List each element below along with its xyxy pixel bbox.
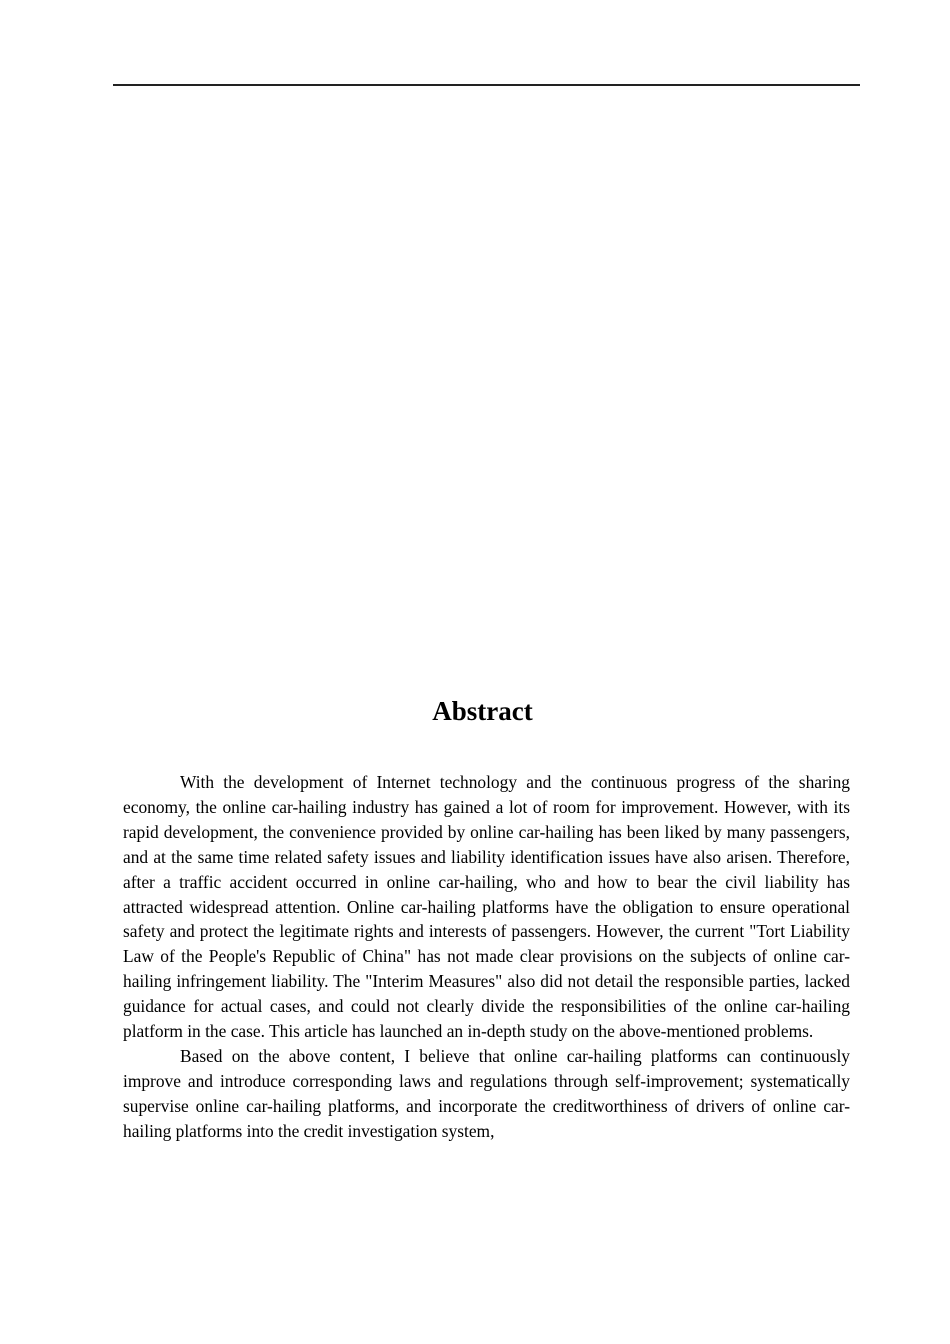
abstract-body — [123, 770, 850, 1144]
abstract-paragraph-2: Based on the above content, I believe that online car-hailing platforms can continuously improve and introduce corresponding laws and regulations through self-improvement; systematically supervise online car-hailing platforms, and incorporate the creditworthiness of drivers of online car-hailing platforms into the credit investigation system, — [123, 1045, 850, 1141]
abstract-heading: Abstract — [432, 696, 533, 726]
header-divider — [113, 84, 860, 86]
abstract-paragraph-1: With the development of Internet technology and the continuous progress of the sharing economy, the online car-hailing industry has gained a lot of room for improvement. However, with its rapid development, the convenience provided by online car-hailing has been liked by many passengers, and at the same time related safety issues and liability identification issues have also arisen. Therefore, after a traffic accident occurred in online car-hailing, who and how to bear the civil liability has attracted widespread attention. Online car-hailing platforms have the obligation to ensure operational safety and protect the legitimate rights and interests of passengers. However, the current "Tort Liability Law of the People's Republic of China" has not made clear provisions on the subjects of online car-hailing infringement liability. The "Interim Measures" also did not detail the responsible parties, lacked guidance for actual cases, and could not clearly divide the responsibilities of the online car-hailing platform in the case. This article has launched an in-depth study on the above-mentioned problems. — [123, 772, 850, 1042]
